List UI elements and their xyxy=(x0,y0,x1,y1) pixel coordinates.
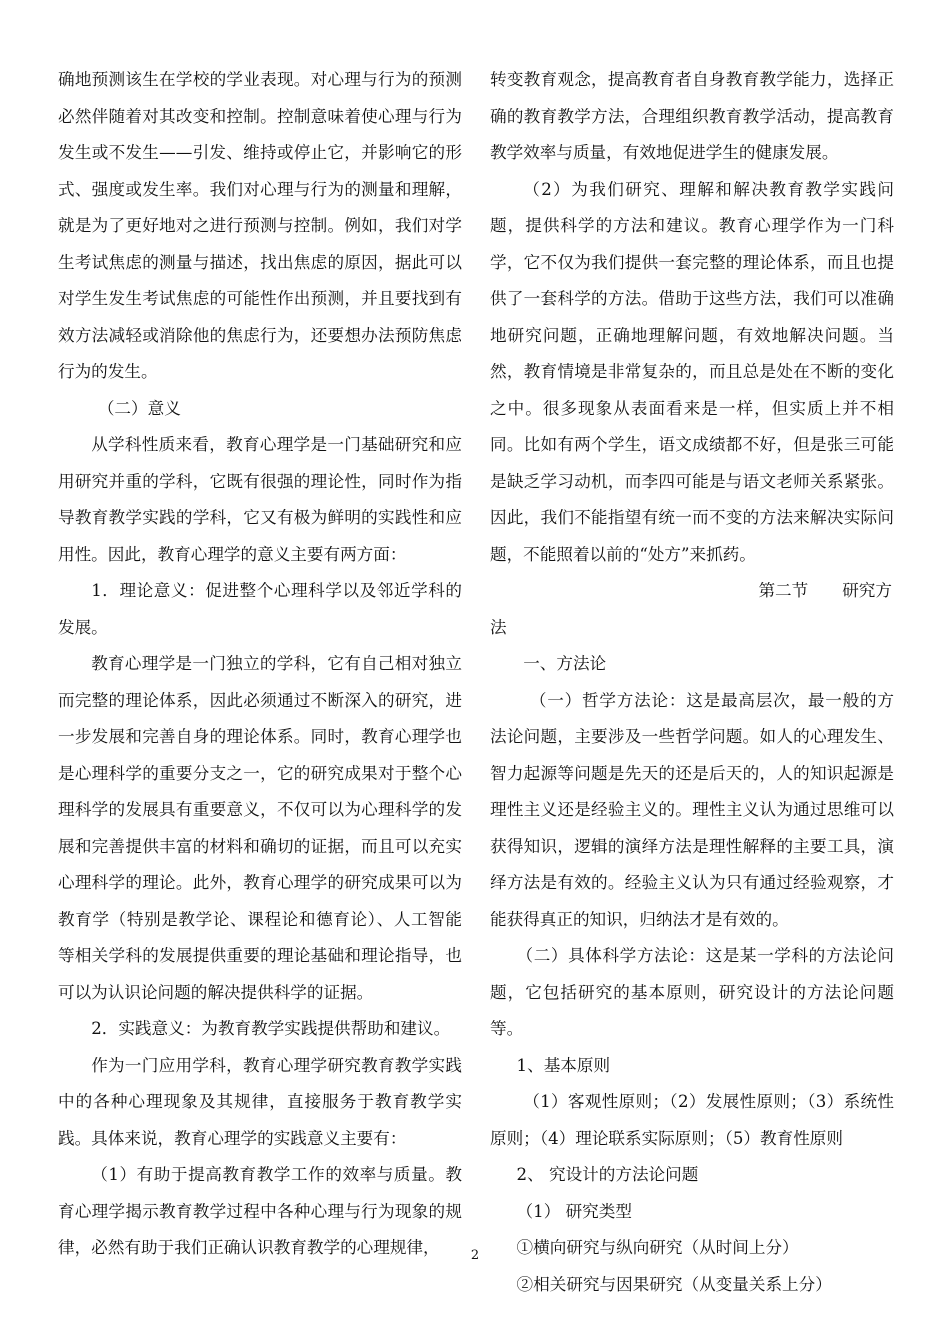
list-heading: 2、 究设计的方法论问题 xyxy=(516,1165,699,1184)
list-item: ①横向研究与纵向研究（从时间上分） xyxy=(516,1238,799,1257)
subheading: 1．理论意义：促进整个心理科学以及邻近学科的发展。 xyxy=(58,581,462,637)
paragraph: （二）具体科学方法论：这是某一学科的方法论问题，它包括研究的基本原则，研究设计的方法论问题等。 xyxy=(490,946,894,1038)
right-column xyxy=(490,62,894,1303)
paragraph: （1）有助于提高教育教学工作的效率与质量。教育心理学揭示教育教学过程中各种心理与行为现象的规律，必然有助于我们正确认识教育教学的心理规律， xyxy=(58,1165,462,1257)
subheading: （二）意义 xyxy=(97,398,181,418)
section-heading xyxy=(490,573,894,610)
list-heading: 1、基本原则 xyxy=(516,1055,611,1075)
paragraph: 作为一门应用学科，教育心理学研究教育教学实践中的各种心理现象及其规律，直接服务于教育教学实践。具体来说，教育心理学的实践意义主要有： xyxy=(58,1055,462,1148)
page-number: 2 xyxy=(470,1248,480,1263)
section-heading-continuation: 法 xyxy=(490,617,507,637)
list-item: （1）客观性原则；（2）发展性原则；（3）系统性原则；（4）理论联系实际原则；（5）教育性原则 xyxy=(490,1092,894,1148)
list-item: （1） 研究类型 xyxy=(516,1201,632,1221)
paragraph: 确地预测该生在学校的学业表现。对心理与行为的预测必然伴随着对其改变和控制。控制意味着使心理与行为发生或不发生——引发、维持或停止它，并影响它的形式、强度或发生率。我们对心理与行为的测量和理解，就是为了更好地对之进行预测与控制。例如，我们对学生考试焦虑的测量与描述，找出焦虑的原因，据此可以对学生发生考试焦虑的可能性作出预测，并且要找到有效方法减轻或消除他的焦虑行为，还要想办法预防焦虑行为的发生。 xyxy=(58,70,462,381)
paragraph: （一）哲学方法论：这是最高层次，最一般的方法论问题，主要涉及一些哲学问题。如人的心理发生、智力起源等问题是先天的还是后天的，人的知识起源是理性主义还是经验主义的。理性主义认为通过思维可以获得知识，逻辑的演绎方法是理性解释的主要工具，演绎方法是有效的。经验主义认为只有通过经验观察，才能获得真正的知识，归纳法才是有效的。 xyxy=(490,690,894,929)
left-column xyxy=(58,62,462,1267)
paragraph: 转变教育观念，提高教育者自身教育教学能力，选择正确的教育教学方法，合理组织教育教学活动，提高教育教学效率与质量，有效地促进学生的健康发展。 xyxy=(490,70,894,162)
paragraph: 从学科性质来看，教育心理学是一门基础研究和应用研究并重的学科，它既有很强的理论性，同时作为指导教育教学实践的学科，它又有极为鲜明的实践性和应用性。因此，教育心理学的意义主要有两方面： xyxy=(58,435,462,564)
section-number: 第二节 xyxy=(758,581,809,600)
paragraph: （2）为我们研究、理解和解决教育教学实践问题，提供科学的方法和建议。教育心理学作为一门科学，它不仅为我们提供一套完整的理论体系，而且也提供了一套科学的方法。借助于这些方法，我们可以准确地研究问题，正确地理解问题，有效地解决问题。当然，教育情境是非常复杂的，而且总是处在不断的变化之中。很多现象从表面看来是一样，但实质上并不相同。比如有两个学生，语文成绩都不好，但是张三可能是缺乏学习动机，而李四可能是与语文老师关系紧张。因此，我们不能指望有统一而不变的方法来解决实际问题，不能照着以前的“处方”来抓药。 xyxy=(490,179,894,564)
list-item: ②相关研究与因果研究（从变量关系上分） xyxy=(516,1274,832,1294)
paragraph: 教育心理学是一门独立的学科，它有自己相对独立而完整的理论体系，因此必须通过不断深入的研究，进一步发展和完善自身的理论体系。同时，教育心理学也是心理科学的重要分支之一，它的研究成果对于整个心理科学的发展具有重要意义，不仅可以为心理科学的发展和完善提供丰富的材料和确切的证据，而且可以充实心理科学的理论。此外，教育心理学的研究成果可以为教育学（特别是教学论、课程论和德育论）、人工智能等相关学科的发展提供重要的理论基础和理论指导，也可以为认识论问题的解决提供科学的证据。 xyxy=(58,654,462,1002)
subheading: 一、方法论 xyxy=(523,654,607,673)
section-title: 研究方 xyxy=(842,581,892,600)
subheading: 2．实践意义：为教育教学实践提供帮助和建议。 xyxy=(91,1019,451,1038)
